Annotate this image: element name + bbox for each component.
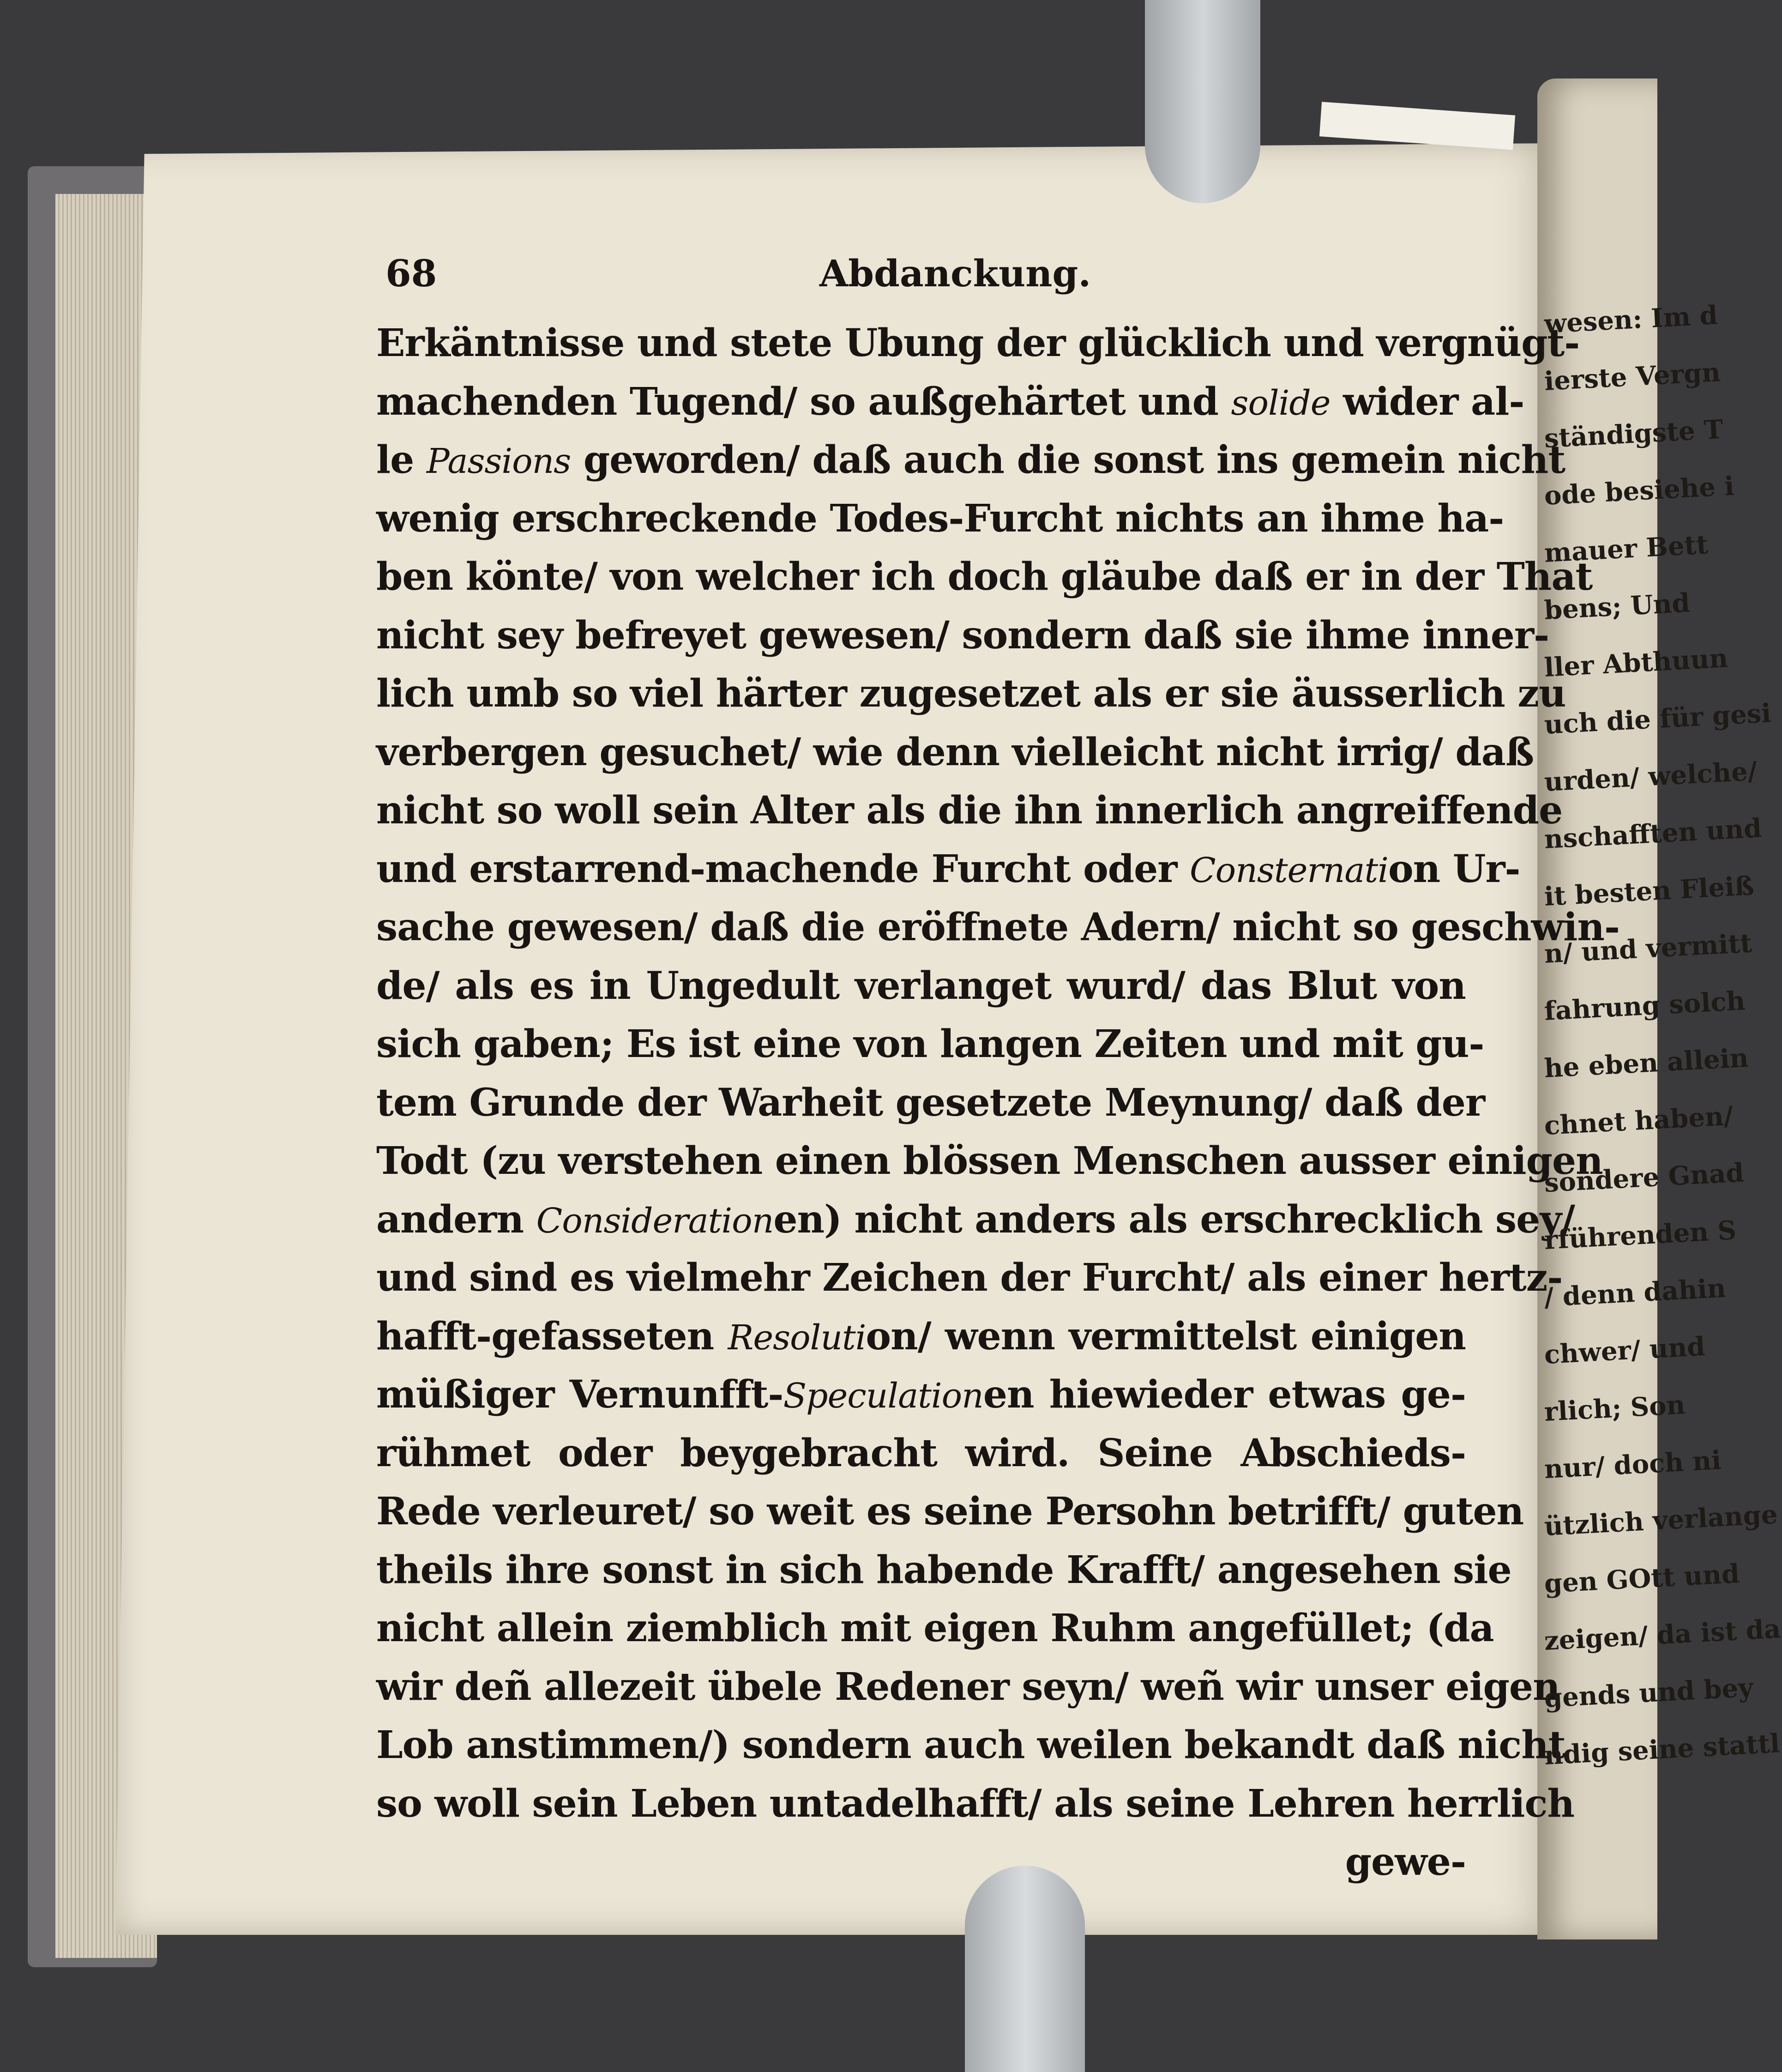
text-line [376, 723, 1534, 782]
latin-word: Resoluti [728, 1317, 866, 1358]
facing-page-line: sondere Gnad [1543, 1157, 1745, 1198]
facing-page-line: n/ und vermitt [1543, 928, 1753, 969]
text-line [376, 548, 1593, 606]
text-segment: Todt (zu verstehen einen blössen Menschen ausser einigen [376, 1139, 1603, 1183]
text-segment: wenig erschreckende Todes-Furcht nichts an ihme ha- [376, 496, 1504, 541]
page-clip-top [1145, 0, 1260, 203]
text-line [376, 664, 1566, 723]
facing-page-line: nur/ doch ni [1543, 1444, 1722, 1485]
text-line [376, 1365, 1466, 1424]
text-segment: theils ihre sonst in sich habende Krafft/ angesehen sie [376, 1547, 1511, 1592]
page-clip-bottom [965, 1866, 1085, 2072]
latin-word: Passions [426, 441, 571, 481]
latin-word: Speculation [783, 1376, 983, 1416]
text-line [376, 1307, 1466, 1366]
text-segment: und erstarrend-machende Furcht oder [376, 846, 1190, 891]
facing-page-line: gends und bey [1543, 1672, 1754, 1714]
text-line [376, 1599, 1494, 1658]
text-line [376, 1132, 1603, 1190]
latin-word: Consternati [1190, 850, 1388, 890]
facing-page-line: fahrung solch [1543, 985, 1746, 1027]
text-segment: en hiewieder etwas ge- [983, 1372, 1466, 1417]
facing-page-line: ode besiehe i [1543, 471, 1735, 511]
text-segment: so woll sein Leben untadelhafft/ als seine Lehren herrlich [376, 1781, 1575, 1826]
text-segment: on Ur- [1388, 846, 1520, 891]
text-segment: rühmet oder beygebracht wird. Seine Abschieds- [376, 1431, 1466, 1475]
text-segment: tem Grunde der Warheit gesetzete Meynung/ daß der [376, 1080, 1485, 1125]
text-segment: de/ als es in Ungedult verlanget wurd/ das Blut von [376, 963, 1466, 1008]
text-segment: und sind es vielmehr Zeichen der Furcht/ als einer hertz- [376, 1256, 1563, 1300]
text-segment: Erkäntnisse und stete Ubung der glücklich und vergnügt- [376, 321, 1580, 365]
facing-page-line: he eben allein [1543, 1042, 1750, 1084]
text-line [376, 781, 1563, 840]
text-segment: nicht so woll sein Alter als die ihn innerlich angreiffende [376, 788, 1563, 833]
text-line [376, 1190, 1575, 1249]
text-segment: hafft-gefasseten [376, 1314, 728, 1359]
facing-page-line: nschafften und [1543, 813, 1763, 855]
text-segment: müßiger Vernunfft- [376, 1372, 783, 1417]
text-line [376, 898, 1620, 957]
facing-page-line: chnet haben/ [1543, 1100, 1734, 1141]
text-line [376, 1424, 1466, 1483]
page-header [376, 247, 1466, 314]
text-segment: sich gaben; Es ist eine von langen Zeiten und mit gu- [376, 1022, 1484, 1066]
text-segment: geworden/ daß auch die sonst ins gemein nicht [571, 438, 1565, 482]
text-line [376, 1074, 1485, 1132]
text-segment: le [376, 438, 427, 482]
text-segment: nicht allein ziemblich mit eigen Ruhm angefüllet; (da [376, 1606, 1494, 1650]
text-line [376, 1716, 1565, 1775]
facing-page-line: ller Abthuun [1543, 643, 1729, 683]
text-segment: andern [376, 1197, 536, 1242]
text-segment: sache gewesen/ daß die eröffnete Adern/ nicht so geschwin- [376, 905, 1620, 949]
latin-word: Consideration [536, 1201, 774, 1241]
text-line [376, 1249, 1563, 1307]
running-head: Abdanckung. [819, 252, 1091, 295]
text-line [376, 1658, 1560, 1716]
facing-page-line: urden/ welche/ [1543, 755, 1758, 797]
facing-page-line: uch die für gesi [1543, 698, 1772, 740]
facing-page-line: wesen: Im d [1543, 300, 1719, 339]
facing-page-line: rführenden S [1543, 1215, 1737, 1256]
text-segment: ben könte/ von welcher ich doch gläube daß er in der That [376, 555, 1593, 599]
text-segment: wir deñ allezeit übele Redener seyn/ weñ wir unser eigen [376, 1664, 1560, 1709]
facing-page-line: gen GOtt und [1543, 1558, 1740, 1599]
text-segment: lich umb so viel härter zugesetzet als er sie äusserlich zu [376, 671, 1566, 716]
text-segment: Rede verleuret/ so weit es seine Persohn betrifft/ guten [376, 1489, 1524, 1534]
facing-page-line: / denn dahin [1543, 1273, 1727, 1313]
text-segment: wider al- [1330, 379, 1524, 424]
facing-page-line: it besten Fleiß [1543, 870, 1755, 912]
facing-page-line: bens; Und [1543, 587, 1691, 626]
text-line [376, 957, 1466, 1015]
text-segment: on/ wenn vermittelst einigen [866, 1314, 1466, 1359]
text-line [376, 431, 1565, 489]
facing-page-line: mauer Bett [1543, 529, 1709, 568]
text-segment: en) nicht anders als erschrecklich sey/ [773, 1197, 1575, 1242]
text-segment: Lob anstimmen/) sondern auch weilen bekandt daß nicht [376, 1723, 1565, 1767]
facing-page-line: ndig seine stattl [1543, 1728, 1781, 1771]
text-segment: verbergen gesuchet/ wie denn vielleicht nicht irrig/ daß [376, 730, 1534, 774]
catchword: gewe- [1345, 1840, 1466, 1884]
text-line [376, 606, 1549, 665]
latin-word: solide [1231, 383, 1330, 423]
facing-page-text [1543, 296, 1782, 1796]
text-line [376, 1015, 1484, 1074]
text-line [376, 1775, 1575, 1833]
facing-page-line: ständigste T [1543, 414, 1724, 454]
text-segment: machenden Tugend/ so außgehärtet und [376, 379, 1231, 424]
facing-page-line: rlich; Son [1543, 1389, 1686, 1427]
text-line [376, 840, 1520, 899]
text-line [376, 1482, 1524, 1541]
text-line [376, 314, 1580, 373]
text-line [376, 1541, 1511, 1600]
facing-page-line: ützlich verlange [1543, 1499, 1779, 1542]
facing-page-line: ierste Vergn [1543, 357, 1722, 397]
page-number: 68 [385, 252, 437, 295]
facing-page-line: zeigen/ da ist da [1543, 1613, 1782, 1656]
text-line [376, 489, 1504, 548]
facing-page-line: chwer/ und [1543, 1331, 1706, 1370]
text-segment: nicht sey befreyet gewesen/ sondern daß sie ihme inner- [376, 613, 1549, 658]
text-line [376, 373, 1524, 431]
